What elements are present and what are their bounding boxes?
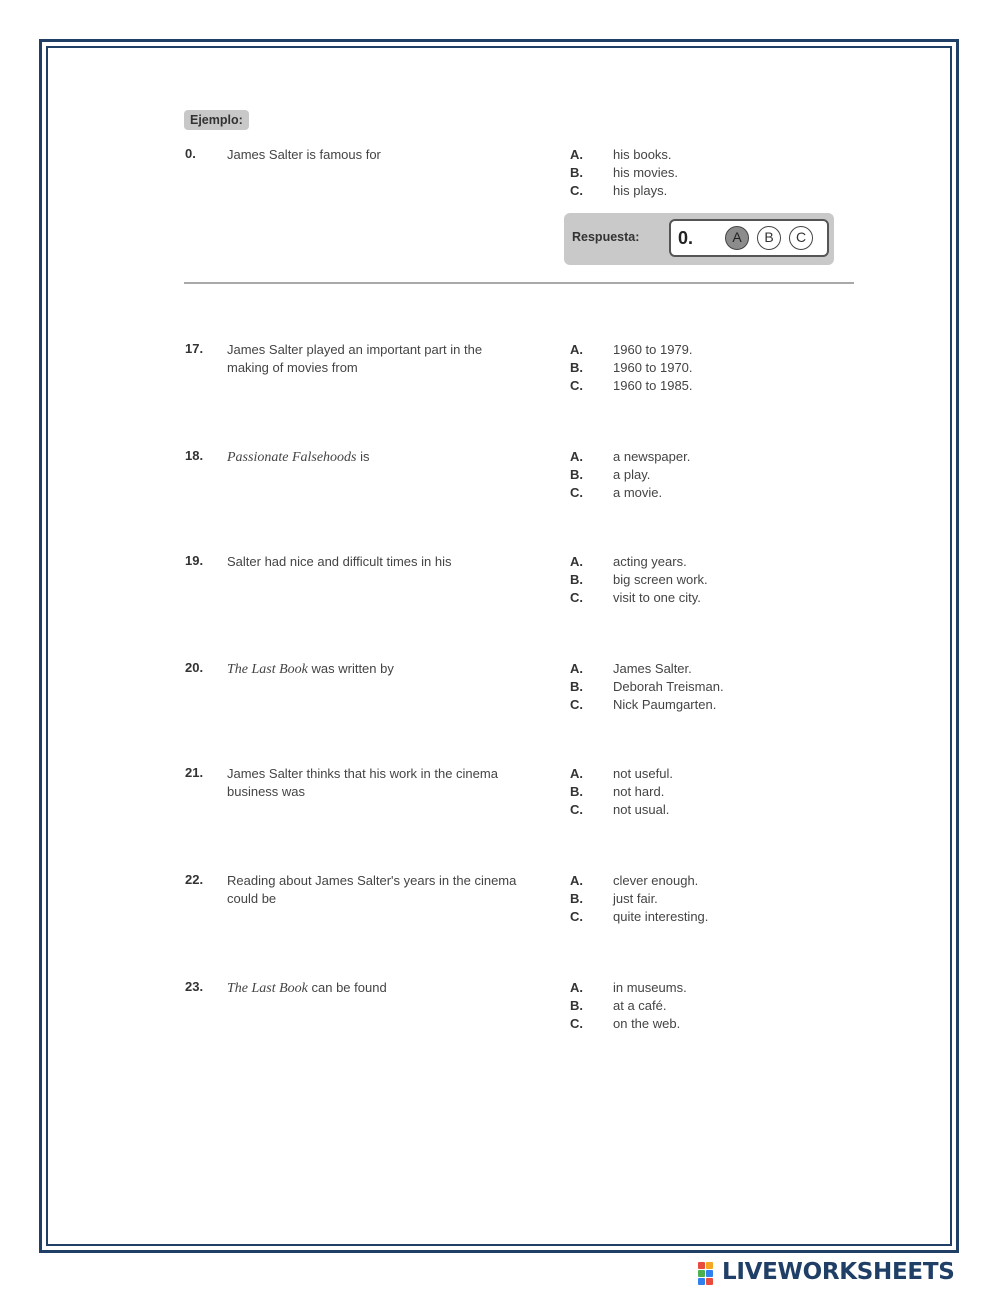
option-letter: A. xyxy=(570,554,583,569)
question-text-post: was written by xyxy=(307,661,394,676)
question-text-title: The Last Book xyxy=(227,662,308,677)
question-text xyxy=(227,979,517,998)
question-text xyxy=(227,553,517,572)
question-number: 20. xyxy=(185,660,204,675)
liveworksheets-logo-icon xyxy=(698,1260,720,1284)
option-letter: C. xyxy=(570,802,583,817)
option-text: his movies. xyxy=(613,165,679,180)
option-text: not useful. xyxy=(613,766,673,781)
option-letter: B. xyxy=(570,165,583,180)
option-text: 1960 to 1979. xyxy=(613,342,693,357)
option-letter: B. xyxy=(570,679,583,694)
option-letter: C. xyxy=(570,1016,583,1031)
option-text: a movie. xyxy=(613,485,663,500)
question-number: 21. xyxy=(185,765,204,780)
option-letter: C. xyxy=(570,697,583,712)
question-text-title: Passionate Falsehoods xyxy=(227,450,357,465)
question-text-pre: Reading about James Salter's years in the cinema could be xyxy=(227,873,517,906)
option-text: a play. xyxy=(613,467,651,482)
question-number: 18. xyxy=(185,448,204,463)
option-text: visit to one city. xyxy=(613,590,701,605)
answer-choice-a-selected: A xyxy=(725,226,749,250)
option-text: his plays. xyxy=(613,183,668,198)
option-text: not usual. xyxy=(613,802,670,817)
question-text xyxy=(227,660,517,679)
option-text: at a café. xyxy=(613,998,667,1013)
answer-number: 0. xyxy=(678,228,694,248)
question-text-post: can be found xyxy=(307,980,387,995)
option-letter: A. xyxy=(570,766,583,781)
question-number: 22. xyxy=(185,872,204,887)
option-text: quite interesting. xyxy=(613,909,709,924)
option-text: 1960 to 1970. xyxy=(613,360,693,375)
question-number: 23. xyxy=(185,979,204,994)
example-tag: Ejemplo: xyxy=(184,110,249,130)
question-number: 19. xyxy=(185,553,204,568)
option-letter: B. xyxy=(570,784,583,799)
example-answer-box xyxy=(564,213,834,265)
option-text: just fair. xyxy=(613,891,658,906)
brand-name: LIVEWORKSHEETS xyxy=(722,1259,955,1285)
option-text: acting years. xyxy=(613,554,687,569)
question-text-post: is xyxy=(356,449,370,464)
section-divider xyxy=(184,282,854,284)
option-letter: C. xyxy=(570,378,583,393)
option-text: in museums. xyxy=(613,980,687,995)
option-text: big screen work. xyxy=(613,572,708,587)
option-letter: C. xyxy=(570,909,583,924)
question-text xyxy=(227,765,517,802)
option-text: 1960 to 1985. xyxy=(613,378,693,393)
option-letter: B. xyxy=(570,891,583,906)
option-letter: C. xyxy=(570,590,583,605)
question-number: 0. xyxy=(185,146,196,161)
option-text: James Salter. xyxy=(613,661,692,676)
question-text-title: The Last Book xyxy=(227,981,308,996)
question-text xyxy=(227,872,517,909)
answer-panel xyxy=(669,219,829,257)
option-letter: B. xyxy=(570,572,583,587)
option-letter: B. xyxy=(570,467,583,482)
option-letter: C. xyxy=(570,183,583,198)
option-text: on the web. xyxy=(613,1016,681,1031)
option-letter: A. xyxy=(570,873,583,888)
answer-label: Respuesta: xyxy=(572,230,640,244)
option-text: Nick Paumgarten. xyxy=(613,697,717,712)
option-text: Deborah Treisman. xyxy=(613,679,724,694)
option-letter: B. xyxy=(570,360,583,375)
option-text: clever enough. xyxy=(613,873,699,888)
option-letter: A. xyxy=(570,980,583,995)
question-text: James Salter is famous for xyxy=(227,147,381,162)
option-letter: A. xyxy=(570,342,583,357)
option-letter: A. xyxy=(570,449,583,464)
option-letter: A. xyxy=(570,147,583,162)
option-letter: C. xyxy=(570,485,583,500)
answer-choice-c: C xyxy=(789,226,813,250)
option-text: a newspaper. xyxy=(613,449,691,464)
question-number: 17. xyxy=(185,341,204,356)
question-text-pre: James Salter thinks that his work in the cinema business was xyxy=(227,766,498,799)
answer-choice-b: B xyxy=(757,226,781,250)
question-text-pre: Salter had nice and difficult times in his xyxy=(227,554,452,569)
option-letter: B. xyxy=(570,998,583,1013)
question-text xyxy=(227,448,517,467)
liveworksheets-brand xyxy=(698,1257,954,1287)
option-text: not hard. xyxy=(613,784,665,799)
question-text xyxy=(227,341,517,378)
question-text-pre: James Salter played an important part in the making of movies from xyxy=(227,342,483,375)
option-text: his books. xyxy=(613,147,672,162)
option-letter: A. xyxy=(570,661,583,676)
